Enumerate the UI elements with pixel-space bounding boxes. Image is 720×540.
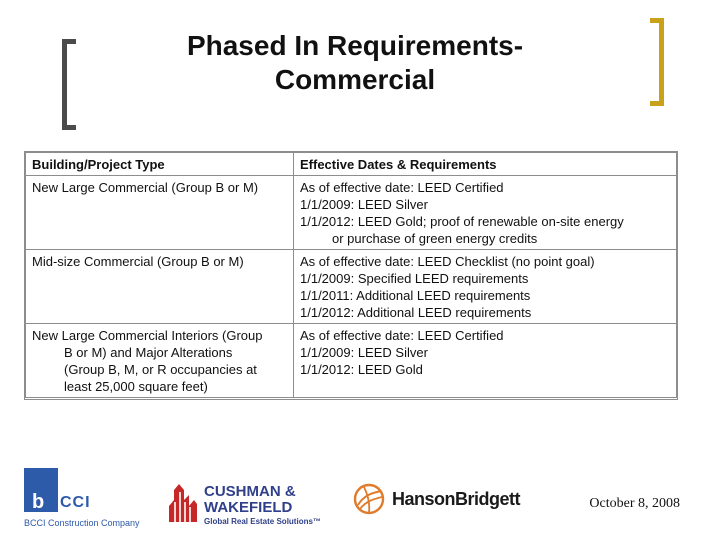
cw-wordmark — [204, 484, 296, 516]
requirement-line: 1/1/2009: Specified LEED requirements — [300, 271, 529, 286]
page-title-line-2: Commercial — [274, 64, 436, 95]
hanson-bridgett-wordmark: HansonBridgett — [392, 489, 520, 509]
page-title — [90, 29, 620, 97]
requirement-line: or purchase of green energy credits — [332, 231, 538, 246]
hanson-bridgett-mark-icon — [352, 481, 386, 517]
table-header-row — [26, 153, 677, 176]
bcci-logo-wordmark: CCI — [60, 494, 91, 511]
project-type-line: Mid-size Commercial (Group B or M) — [32, 254, 244, 269]
bcci-logo — [24, 468, 152, 532]
footer-date: October 8, 2008 — [589, 496, 680, 511]
hanson-bridgett-logo — [352, 481, 528, 527]
requirement-line: As of effective date: LEED Checklist (no point goal) — [300, 254, 595, 269]
cw-building-mark-icon — [166, 482, 200, 524]
project-type-cell — [26, 176, 294, 250]
requirement-line: As of effective date: LEED Certified — [300, 180, 504, 195]
page-title-line-1: Phased In Requirements- — [186, 30, 524, 61]
left-bracket-decoration — [62, 39, 76, 130]
requirement-line: 1/1/2009: LEED Silver — [300, 345, 428, 360]
cushman-wakefield-logo — [166, 482, 328, 526]
cw-wordmark-line-2: WAKEFIELD — [204, 499, 293, 516]
table-row — [26, 250, 677, 324]
table-row — [26, 324, 677, 398]
project-type-line: New Large Commercial (Group B or M) — [32, 180, 259, 195]
requirements-table-wrapper — [24, 151, 678, 400]
bcci-logo-mark: b — [32, 491, 45, 513]
requirements-table — [25, 152, 677, 398]
bcci-logo-caption: BCCI Construction Company — [24, 518, 140, 528]
project-type-line: B or M) and Major Alterations — [64, 345, 233, 360]
requirements-cell — [294, 176, 677, 250]
header-effective-dates-requirements: Effective Dates & Requirements — [294, 153, 677, 176]
project-type-line: (Group B, M, or R occupancies at — [64, 362, 257, 377]
project-type-line: least 25,000 square feet) — [64, 379, 208, 394]
bcci-logo-block — [24, 468, 58, 512]
table-row — [26, 176, 677, 250]
requirement-line: 1/1/2011: Additional LEED requirements — [300, 288, 531, 303]
right-bracket-decoration — [650, 18, 664, 106]
requirement-line: 1/1/2012: Additional LEED requirements — [300, 305, 532, 320]
project-type-line: New Large Commercial Interiors (Group — [32, 328, 263, 343]
requirement-line: 1/1/2009: LEED Silver — [300, 197, 428, 212]
requirements-cell — [294, 324, 677, 398]
project-type-cell — [26, 324, 294, 398]
requirement-line: 1/1/2012: LEED Gold; proof of renewable on-site energy — [300, 214, 624, 229]
requirement-line: As of effective date: LEED Certified — [300, 328, 504, 343]
cw-tagline: Global Real Estate Solutions™ — [204, 517, 321, 526]
project-type-cell — [26, 250, 294, 324]
cw-wordmark-line-1: CUSHMAN & — [204, 483, 296, 500]
requirement-line: 1/1/2012: LEED Gold — [300, 362, 423, 377]
requirements-cell — [294, 250, 677, 324]
header-building-project-type: Building/Project Type — [26, 153, 294, 176]
